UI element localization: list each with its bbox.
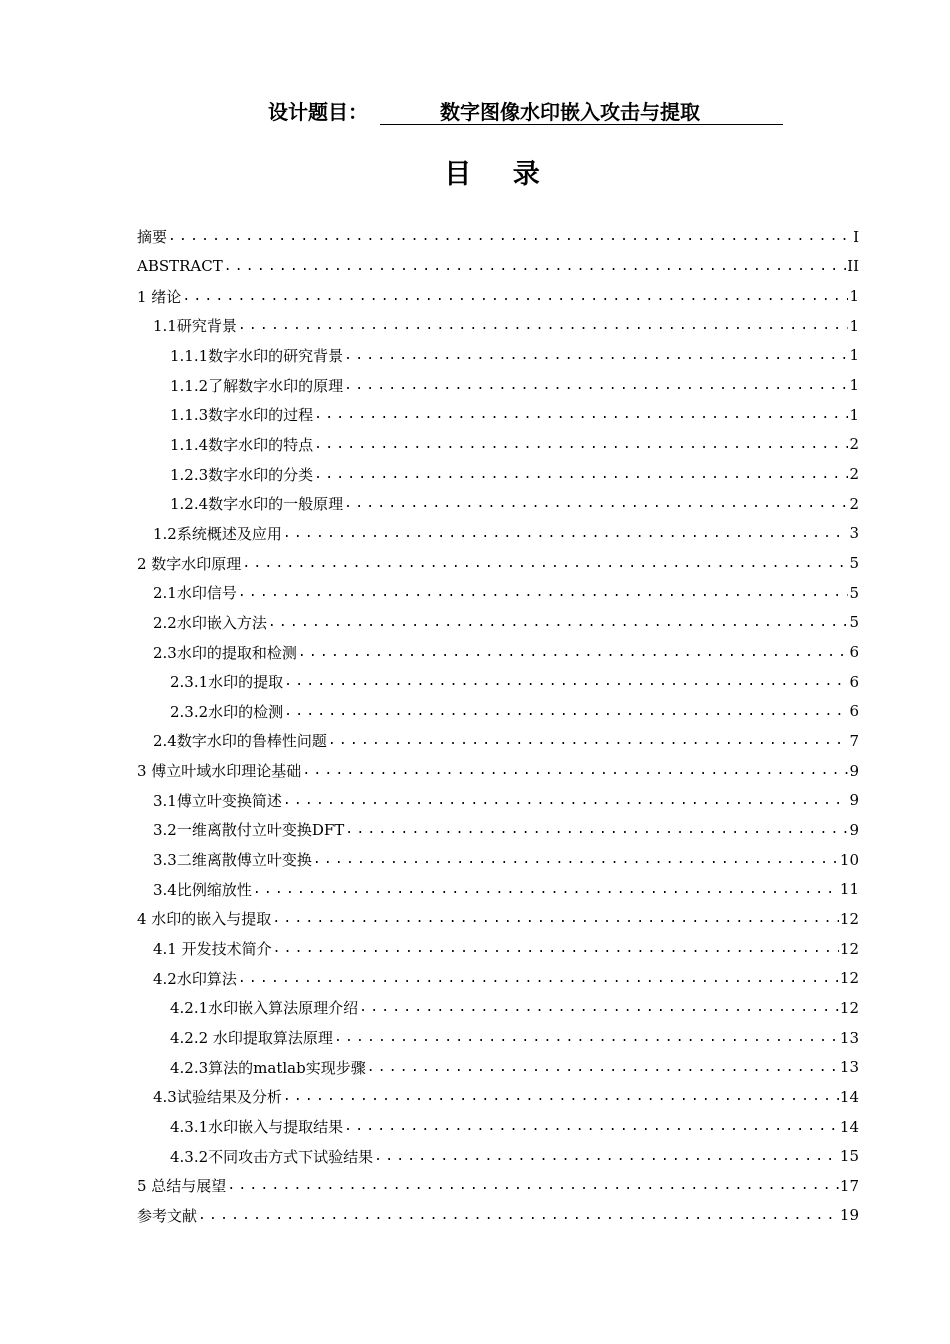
toc-entry-title: 1.2.4数字水印的一般原理: [170, 495, 344, 514]
toc-heading: 目 录: [444, 159, 556, 190]
toc-entry-title: 1.1.1数字水印的研究背景: [170, 346, 344, 365]
toc-entry-page: 1: [849, 376, 859, 395]
toc-leader-dots: [374, 1149, 839, 1164]
toc-leader-dots: [227, 1178, 839, 1193]
toc-entry-title: 4.1 开发技术简介: [153, 940, 272, 959]
toc-entry-page: 9: [849, 791, 859, 810]
toc-entry-page: 7: [849, 731, 859, 750]
toc-entry-page: 10: [839, 850, 859, 869]
toc-entry[interactable]: [137, 874, 859, 904]
toc-leader-dots: [238, 585, 849, 600]
toc-entry-title: 参考文献: [137, 1206, 198, 1225]
toc-entry-page: II: [847, 257, 859, 276]
toc-leader-dots: [302, 763, 848, 778]
toc-entry-page: 1: [849, 346, 859, 365]
toc-entry-page: 1: [849, 405, 859, 424]
toc-entry-page: 9: [849, 820, 859, 839]
toc-entry-page: 14: [839, 1117, 859, 1136]
toc-entry[interactable]: [137, 608, 859, 638]
toc-leader-dots: [314, 407, 848, 422]
toc-entry-title: 1.1.4数字水印的特点: [170, 435, 314, 454]
toc-entry-page: 15: [839, 1147, 859, 1166]
toc-entry-title: 2.1水印信号: [153, 584, 237, 603]
toc-leader-dots: [283, 526, 849, 541]
toc-entry-page: 2: [849, 465, 859, 484]
toc-entry[interactable]: [137, 1201, 859, 1231]
toc-leader-dots: [283, 1089, 839, 1104]
toc-leader-dots: [344, 378, 848, 393]
toc-entry[interactable]: [137, 1141, 859, 1171]
toc-entry-page: 14: [839, 1087, 859, 1106]
toc-leader-dots: [272, 911, 839, 926]
toc-entry-page: 6: [849, 672, 859, 691]
toc-entry-title: 4 水印的嵌入与提取: [137, 910, 272, 929]
toc-leader-dots: [238, 318, 849, 333]
toc-entry-title: 4.3.2不同攻击方式下试验结果: [170, 1147, 374, 1166]
toc-leader-dots: [334, 1030, 839, 1045]
toc-entry-page: I: [853, 227, 859, 246]
toc-leader-dots: [344, 1119, 839, 1134]
toc-entry-page: 12: [839, 969, 859, 988]
toc-entry-title: 摘要: [137, 228, 168, 247]
toc-entry[interactable]: [137, 1023, 859, 1053]
toc-entry-page: 6: [849, 702, 859, 721]
toc-entry-title: 3 傅立叶域水印理论基础: [137, 762, 302, 781]
toc-entry-title: 1.1.3数字水印的过程: [170, 406, 314, 425]
toc-entry[interactable]: [137, 697, 859, 727]
toc-entry-title: 2.2水印嵌入方法: [153, 613, 267, 632]
toc-entry[interactable]: [137, 904, 859, 934]
toc-entry-title: 1.2.3数字水印的分类: [170, 465, 314, 484]
toc-leader-dots: [253, 882, 839, 897]
toc-leader-dots: [224, 259, 846, 274]
toc-entry-page: 9: [849, 761, 859, 780]
toc-entry-title: 2.3.1水印的提取: [170, 673, 284, 692]
toc-entry[interactable]: [137, 430, 859, 460]
toc-entry[interactable]: [137, 548, 859, 578]
toc-entry-title: 4.2.1水印嵌入算法原理介绍: [170, 999, 359, 1018]
toc-entry[interactable]: [137, 311, 859, 341]
toc-entry[interactable]: [137, 845, 859, 875]
toc-entry[interactable]: [137, 726, 859, 756]
toc-entry-page: 11: [839, 880, 859, 899]
toc-entry[interactable]: [137, 815, 859, 845]
toc-entry-title: 4.2.2 水印提取算法原理: [170, 1029, 333, 1048]
toc-leader-dots: [328, 733, 849, 748]
toc-entry[interactable]: [137, 637, 859, 667]
toc-leader-dots: [359, 1000, 839, 1015]
toc-entry[interactable]: [137, 370, 859, 400]
toc-entry-title: 1.1研究背景: [153, 317, 237, 336]
toc-entry-title: 1.2系统概述及应用: [153, 524, 282, 543]
toc-leader-dots: [242, 556, 848, 571]
toc-entry-page: 1: [849, 287, 859, 306]
toc-entry-page: 3: [849, 524, 859, 543]
toc-leader-dots: [284, 674, 848, 689]
toc-leader-dots: [344, 496, 848, 511]
toc-entry-title: 1.1.2了解数字水印的原理: [170, 376, 344, 395]
toc-entry[interactable]: [137, 281, 859, 311]
toc-leader-dots: [314, 437, 848, 452]
toc-entry-page: 5: [849, 554, 859, 573]
toc-entry-page: 12: [839, 939, 859, 958]
toc-entry-page: 12: [839, 909, 859, 928]
toc-entry[interactable]: [137, 252, 859, 282]
toc-entry-page: 2: [849, 494, 859, 513]
toc-leader-dots: [182, 289, 848, 304]
toc-entry[interactable]: [137, 459, 859, 489]
toc-entry[interactable]: [137, 519, 859, 549]
toc-entry-title: 2.3水印的提取和检测: [153, 643, 297, 662]
toc-entry[interactable]: [137, 1082, 859, 1112]
toc-leader-dots: [238, 971, 839, 986]
toc-entry-page: 13: [839, 1058, 859, 1077]
toc-entry-title: 2 数字水印原理: [137, 554, 242, 573]
toc-entry-page: 6: [849, 643, 859, 662]
toc-leader-dots: [298, 645, 849, 660]
toc-entry[interactable]: [137, 1171, 859, 1201]
toc-entry-title: 3.1傅立叶变换简述: [153, 791, 282, 810]
toc-entry-page: 5: [849, 613, 859, 632]
toc-entry[interactable]: [137, 489, 859, 519]
toc-leader-dots: [273, 941, 839, 956]
toc-leader-dots: [168, 229, 852, 244]
toc-entry-title: 5 总结与展望: [137, 1177, 227, 1196]
toc-entry-title: 2.3.2水印的检测: [170, 702, 284, 721]
toc-entry[interactable]: [137, 1112, 859, 1142]
toc-entry[interactable]: [137, 963, 859, 993]
table-of-contents: [137, 222, 859, 1230]
toc-entry-title: 4.2.3算法的matlab实现步骤: [170, 1058, 366, 1077]
toc-entry-title: ABSTRACT: [137, 257, 223, 276]
toc-entry[interactable]: [137, 400, 859, 430]
design-title-value: 数字图像水印嵌入攻击与提取: [380, 97, 783, 125]
toc-entry-page: 13: [839, 1028, 859, 1047]
toc-entry-title: 2.4数字水印的鲁棒性问题: [153, 732, 327, 751]
toc-leader-dots: [344, 348, 848, 363]
design-title-label: 设计题目：: [268, 100, 368, 124]
toc-leader-dots: [198, 1208, 839, 1223]
design-title: [268, 97, 783, 127]
toc-entry-page: 5: [849, 583, 859, 602]
toc-entry[interactable]: [137, 667, 859, 697]
toc-entry[interactable]: [137, 756, 859, 786]
toc-entry-page: 2: [849, 435, 859, 454]
toc-leader-dots: [367, 1060, 839, 1075]
toc-entry-page: 19: [839, 1206, 859, 1225]
toc-entry[interactable]: [137, 578, 859, 608]
toc-entry-title: 4.3试验结果及分析: [153, 1088, 282, 1107]
toc-entry-title: 3.2一维离散付立叶变换DFT: [153, 821, 345, 840]
toc-entry[interactable]: [137, 222, 859, 252]
toc-entry[interactable]: [137, 341, 859, 371]
toc-entry[interactable]: [137, 993, 859, 1023]
toc-leader-dots: [284, 704, 848, 719]
toc-entry-page: 12: [839, 998, 859, 1017]
toc-leader-dots: [314, 467, 848, 482]
toc-entry[interactable]: [137, 934, 859, 964]
toc-leader-dots: [313, 852, 839, 867]
toc-entry-page: 17: [839, 1176, 859, 1195]
toc-entry-title: 4.2水印算法: [153, 969, 237, 988]
toc-entry-title: 4.3.1水印嵌入与提取结果: [170, 1118, 344, 1137]
toc-entry[interactable]: [137, 785, 859, 815]
toc-entry-title: 3.4比例缩放性: [153, 880, 252, 899]
toc-entry-page: 1: [849, 316, 859, 335]
toc-leader-dots: [268, 615, 849, 630]
toc-leader-dots: [283, 793, 849, 808]
toc-entry-title: 1 绪论: [137, 287, 182, 306]
toc-leader-dots: [345, 822, 848, 837]
toc-entry-title: 3.3二维离散傅立叶变换: [153, 851, 312, 870]
toc-entry[interactable]: [137, 1052, 859, 1082]
